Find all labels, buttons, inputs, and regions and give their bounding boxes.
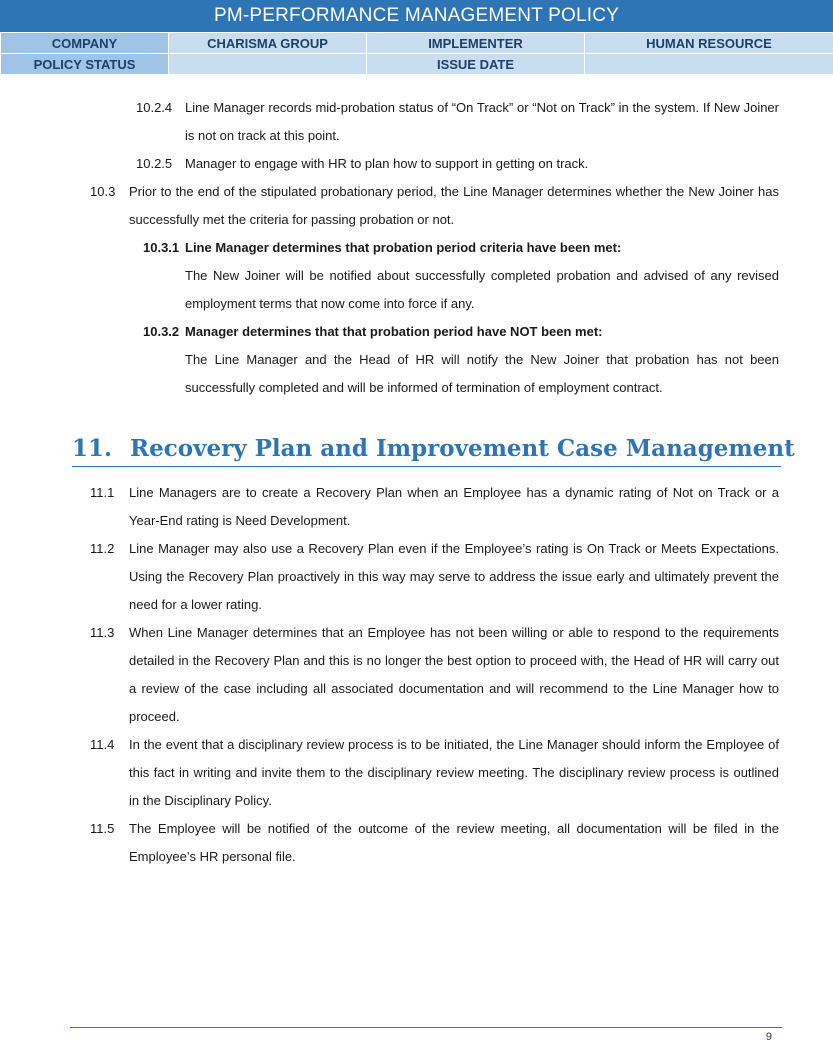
policy-status-value: [169, 54, 367, 75]
clause-text: The Employee will be notified of the outcome of the review meeting, all documentation will be filed in the Employee’s HR personal file.: [129, 821, 779, 864]
clause-text: The New Joiner will be notified about successfully completed probation and advised of any revised employment terms that now come into force if any.: [185, 268, 779, 311]
clause-11-5: [0, 815, 833, 871]
clause-number: 10.2.5: [136, 156, 173, 171]
policy-meta-table: [0, 32, 833, 75]
meta-row-1: [1, 33, 833, 54]
clause-10-3-2-heading: [0, 318, 833, 346]
issue-date-label: ISSUE DATE: [367, 54, 585, 75]
section-title: Recovery Plan and Improvement Case Management: [130, 435, 795, 462]
document-header: [0, 0, 833, 75]
company-value: CHARISMA GROUP: [169, 33, 367, 54]
clause-text: In the event that a disciplinary review process is to be initiated, the Line Manager should inform the Employee of this fact in writing and invite them to the disciplinary review meeting. The disciplinary review process is outlined in the Disciplinary Policy.: [129, 737, 779, 808]
clause-number: 11.5: [90, 821, 115, 836]
page-number: 9: [765, 1031, 772, 1043]
clause-number: 10.3: [90, 184, 116, 199]
policy-title: PM-PERFORMANCE MANAGEMENT POLICY: [0, 0, 833, 32]
clause-number: 10.2.4: [136, 100, 173, 115]
clause-10-2-5: [0, 150, 833, 178]
clause-text: Line Manager may also use a Recovery Plan even if the Employee’s rating is On Track or Meets Expectations. Using the Recovery Plan proactively in this way may serve to address the issue early and ultimately prevent the need for a lower rating.: [129, 541, 779, 612]
clause-number: 11.4: [90, 737, 115, 752]
clause-number: 11.1: [90, 485, 115, 500]
implementer-label: IMPLEMENTER: [367, 33, 585, 54]
clause-number: 11.3: [90, 625, 115, 640]
clause-title: Manager determines that that probation period have NOT been met:: [185, 324, 603, 339]
policy-status-label: POLICY STATUS: [1, 54, 169, 75]
meta-row-2: [1, 54, 833, 75]
clause-11-4: [0, 731, 833, 815]
section-11-heading: [72, 432, 795, 467]
clause-number: 11.2: [90, 541, 115, 556]
section-number: 11.: [72, 435, 113, 462]
clause-text: When Line Manager determines that an Employee has not been willing or able to respond to the requirements detailed in the Recovery Plan and this is no longer the best option to proceed with, the Head of HR will carry out a review of the case including all associated documentation and will recommend to the Line Manager how to proceed.: [129, 625, 779, 724]
clause-10-3: [0, 178, 833, 234]
clause-11-1: [0, 479, 833, 535]
clause-text: Line Manager records mid-probation status of “On Track” or “Not on Track” in the system. If New Joiner is not on track at this point.: [185, 100, 779, 143]
clause-text: Prior to the end of the stipulated probationary period, the Line Manager determines whether the New Joiner has successfully met the criteria for passing probation or not.: [129, 184, 779, 227]
company-label: COMPANY: [1, 33, 169, 54]
clause-10-3-1-heading: [0, 234, 833, 262]
clause-11-3: [0, 619, 833, 731]
implementer-value: HUMAN RESOURCE: [585, 33, 833, 54]
clause-11-2: [0, 535, 833, 619]
clause-number: 10.3.1: [143, 240, 180, 255]
clause-text: Line Managers are to create a Recovery Plan when an Employee has a dynamic rating of Not on Track or a Year-End rating is Need Development.: [129, 485, 779, 528]
footer-divider: [70, 1027, 782, 1028]
clause-title: Line Manager determines that probation period criteria have been met:: [185, 240, 622, 255]
clause-10-3-2-body: [0, 346, 833, 402]
clause-number: 10.3.2: [143, 324, 180, 339]
clause-text: Manager to engage with HR to plan how to support in getting on track.: [185, 156, 589, 171]
clause-text: The Line Manager and the Head of HR will notify the New Joiner that probation has not been successfully completed and will be informed of termination of employment contract.: [185, 352, 779, 395]
issue-date-value: [585, 54, 833, 75]
clause-10-3-1-body: [0, 262, 833, 318]
clause-10-2-4: [0, 94, 833, 150]
